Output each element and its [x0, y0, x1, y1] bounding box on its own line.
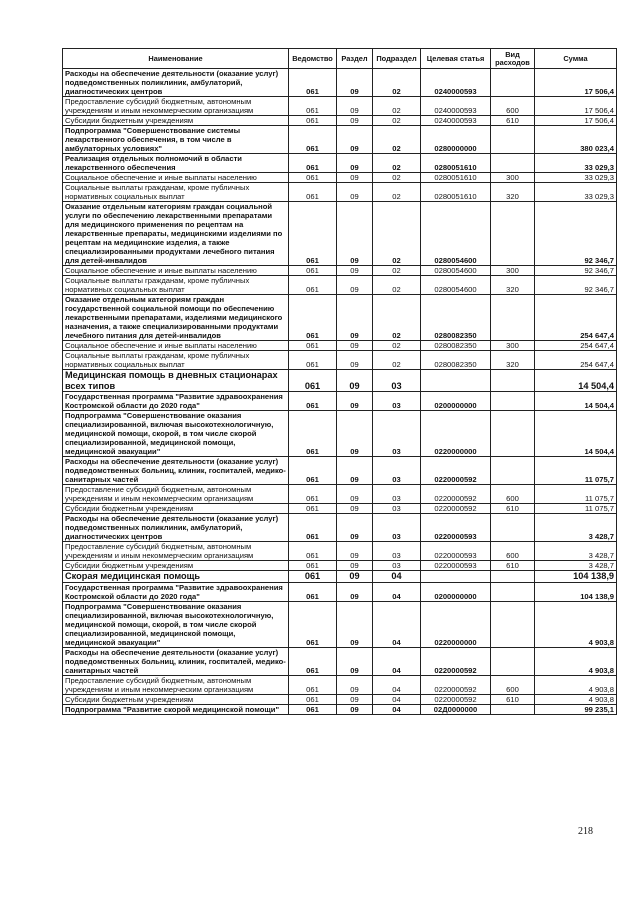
row-summa: 254 647,4 [535, 351, 617, 370]
row-name: Предоставление субсидий бюджетным, автономным учреждениям и иным некоммерческим организациям [63, 675, 289, 694]
row-razdel: 09 [337, 392, 373, 411]
table-row [63, 704, 617, 714]
row-name: Предоставление субсидий бюджетным, автономным учреждениям и иным некоммерческим организациям [63, 97, 289, 116]
row-vedomstvo: 061 [289, 392, 337, 411]
table-row [63, 370, 617, 392]
table-row [63, 504, 617, 514]
row-celevaya-statya: 0280054600 [421, 276, 491, 295]
row-celevaya-statya: 0280051610 [421, 173, 491, 183]
row-summa: 104 138,9 [535, 582, 617, 601]
row-celevaya-statya: 0280054600 [421, 202, 491, 266]
row-vid-rashodov [491, 647, 535, 675]
row-vid-rashodov [491, 457, 535, 485]
row-name: Субсидии бюджетным учреждениям [63, 561, 289, 571]
row-podrazdel: 03 [373, 485, 421, 504]
row-vedomstvo: 061 [289, 370, 337, 392]
row-summa: 104 138,9 [535, 571, 617, 583]
row-summa: 99 235,1 [535, 704, 617, 714]
row-summa: 3 428,7 [535, 514, 617, 542]
row-vedomstvo: 061 [289, 126, 337, 154]
row-vedomstvo: 061 [289, 266, 337, 276]
row-podrazdel: 03 [373, 370, 421, 392]
header-name: Наименование [63, 49, 289, 69]
row-summa: 17 506,4 [535, 69, 617, 97]
row-vedomstvo: 061 [289, 341, 337, 351]
table-row [63, 266, 617, 276]
row-name: Подпрограмма "Совершенствование системы лекарственного обеспечения, в том числе в амбулаторных условиях" [63, 126, 289, 154]
row-razdel: 09 [337, 582, 373, 601]
row-vid-rashodov [491, 392, 535, 411]
table-row [63, 276, 617, 295]
row-vedomstvo: 061 [289, 411, 337, 457]
row-vid-rashodov: 320 [491, 276, 535, 295]
row-name: Субсидии бюджетным учреждениям [63, 694, 289, 704]
row-celevaya-statya: 0280054600 [421, 266, 491, 276]
row-podrazdel: 03 [373, 457, 421, 485]
row-celevaya-statya: 0220000593 [421, 514, 491, 542]
row-vedomstvo: 061 [289, 675, 337, 694]
row-vedomstvo: 061 [289, 154, 337, 173]
row-name: Реализация отдельных полномочий в области лекарственного обеспечения [63, 154, 289, 173]
table-header-row [63, 49, 617, 69]
row-name: Расходы на обеспечение деятельности (оказание услуг) подведомственных поликлиник, амбулаторий, диагностических центров [63, 514, 289, 542]
header-celevaya-statya: Целевая статья [421, 49, 491, 69]
row-celevaya-statya: 0280082350 [421, 351, 491, 370]
row-podrazdel: 02 [373, 69, 421, 97]
row-name: Предоставление субсидий бюджетным, автономным учреждениям и иным некоммерческим организациям [63, 485, 289, 504]
row-name: Расходы на обеспечение деятельности (оказание услуг) подведомственных больниц, клиник, госпиталей, медико-санитарных частей [63, 457, 289, 485]
row-vid-rashodov [491, 202, 535, 266]
row-podrazdel: 03 [373, 392, 421, 411]
row-vedomstvo: 061 [289, 582, 337, 601]
row-name: Государственная программа "Развитие здравоохранения Костромской области до 2020 года" [63, 392, 289, 411]
table-row [63, 154, 617, 173]
row-podrazdel: 03 [373, 561, 421, 571]
row-vedomstvo: 061 [289, 694, 337, 704]
row-vid-rashodov: 320 [491, 183, 535, 202]
row-summa: 11 075,7 [535, 504, 617, 514]
row-vid-rashodov [491, 704, 535, 714]
row-summa: 4 903,8 [535, 694, 617, 704]
row-name: Расходы на обеспечение деятельности (оказание услуг) подведомственных больниц, клиник, госпиталей, медико-санитарных частей [63, 647, 289, 675]
row-vid-rashodov [491, 601, 535, 647]
table-row [63, 694, 617, 704]
row-razdel: 09 [337, 704, 373, 714]
row-razdel: 09 [337, 116, 373, 126]
table-row [63, 485, 617, 504]
row-vid-rashodov [491, 295, 535, 341]
row-vid-rashodov [491, 154, 535, 173]
table-row [63, 202, 617, 266]
row-razdel: 09 [337, 341, 373, 351]
row-vid-rashodov: 320 [491, 351, 535, 370]
row-razdel: 09 [337, 504, 373, 514]
row-vedomstvo: 061 [289, 504, 337, 514]
row-razdel: 09 [337, 542, 373, 561]
table-row [63, 341, 617, 351]
row-celevaya-statya: 02Д0000000 [421, 704, 491, 714]
row-summa: 3 428,7 [535, 561, 617, 571]
table-row [63, 97, 617, 116]
row-vedomstvo: 061 [289, 276, 337, 295]
table-row [63, 411, 617, 457]
row-vedomstvo: 061 [289, 704, 337, 714]
row-podrazdel: 04 [373, 704, 421, 714]
row-celevaya-statya: 0200000000 [421, 392, 491, 411]
row-celevaya-statya: 0280082350 [421, 341, 491, 351]
row-vid-rashodov [491, 69, 535, 97]
row-name: Социальные выплаты гражданам, кроме публичных нормативных социальных выплат [63, 351, 289, 370]
row-summa: 4 903,8 [535, 647, 617, 675]
table-row [63, 601, 617, 647]
row-summa: 92 346,7 [535, 202, 617, 266]
row-podrazdel: 02 [373, 126, 421, 154]
row-summa: 4 903,8 [535, 675, 617, 694]
row-podrazdel: 03 [373, 514, 421, 542]
row-podrazdel: 03 [373, 504, 421, 514]
row-celevaya-statya [421, 571, 491, 583]
row-celevaya-statya: 0220000592 [421, 675, 491, 694]
row-vid-rashodov: 600 [491, 97, 535, 116]
row-name: Подпрограмма "Развитие скорой медицинской помощи" [63, 704, 289, 714]
row-summa: 14 504,4 [535, 392, 617, 411]
row-razdel: 09 [337, 69, 373, 97]
row-podrazdel: 02 [373, 202, 421, 266]
row-celevaya-statya: 0220000593 [421, 561, 491, 571]
header-podrazdel: Подраздел [373, 49, 421, 69]
row-summa: 11 075,7 [535, 457, 617, 485]
row-summa: 33 029,3 [535, 183, 617, 202]
row-name: Социальное обеспечение и иные выплаты населению [63, 173, 289, 183]
row-vedomstvo: 061 [289, 183, 337, 202]
row-podrazdel: 04 [373, 571, 421, 583]
row-podrazdel: 02 [373, 97, 421, 116]
row-summa: 92 346,7 [535, 276, 617, 295]
table-row [63, 561, 617, 571]
row-name: Подпрограмма "Совершенствование оказания специализированной, включая высокотехнологичную, медицинской помощи, скорой, в том числе скорой специализированной, медицинской помощи, медицинской эвакуации" [63, 601, 289, 647]
table-row [63, 542, 617, 561]
row-razdel: 09 [337, 694, 373, 704]
row-vedomstvo: 061 [289, 514, 337, 542]
row-podrazdel: 04 [373, 675, 421, 694]
table-row [63, 571, 617, 583]
row-razdel: 09 [337, 370, 373, 392]
row-summa: 254 647,4 [535, 341, 617, 351]
row-vid-rashodov [491, 571, 535, 583]
row-celevaya-statya: 0280082350 [421, 295, 491, 341]
table-row [63, 69, 617, 97]
table-body [63, 69, 617, 715]
row-vid-rashodov: 300 [491, 341, 535, 351]
row-podrazdel: 04 [373, 647, 421, 675]
row-name: Оказание отдельным категориям граждан государственной социальной помощи по обеспечению лекарственными препаратами, изделиями медицинского назначения, а также специализированными продуктами лечебного питания для детей-инвалидов [63, 295, 289, 341]
row-podrazdel: 04 [373, 582, 421, 601]
header-razdel: Раздел [337, 49, 373, 69]
row-podrazdel: 02 [373, 276, 421, 295]
budget-table [62, 48, 617, 715]
row-vedomstvo: 061 [289, 295, 337, 341]
table-row [63, 675, 617, 694]
header-vedomstvo: Ведомство [289, 49, 337, 69]
table-row [63, 183, 617, 202]
row-podrazdel: 02 [373, 341, 421, 351]
row-celevaya-statya: 0220000000 [421, 411, 491, 457]
row-razdel: 09 [337, 457, 373, 485]
row-vid-rashodov: 610 [491, 694, 535, 704]
row-vedomstvo: 061 [289, 457, 337, 485]
row-name: Субсидии бюджетным учреждениям [63, 504, 289, 514]
row-celevaya-statya: 0220000592 [421, 694, 491, 704]
row-vedomstvo: 061 [289, 351, 337, 370]
row-summa: 380 023,4 [535, 126, 617, 154]
row-vedomstvo: 061 [289, 647, 337, 675]
row-summa: 14 504,4 [535, 411, 617, 457]
row-vid-rashodov: 610 [491, 561, 535, 571]
row-vid-rashodov: 610 [491, 504, 535, 514]
header-summa: Сумма [535, 49, 617, 69]
row-podrazdel: 03 [373, 542, 421, 561]
row-summa: 33 029,3 [535, 154, 617, 173]
row-podrazdel: 02 [373, 266, 421, 276]
row-celevaya-statya: 0220000592 [421, 504, 491, 514]
row-vedomstvo: 061 [289, 485, 337, 504]
row-razdel: 09 [337, 601, 373, 647]
row-celevaya-statya: 0220000592 [421, 457, 491, 485]
table-row [63, 457, 617, 485]
row-celevaya-statya: 0280051610 [421, 154, 491, 173]
row-name: Медицинская помощь в дневных стационарах всех типов [63, 370, 289, 392]
row-vid-rashodov [491, 411, 535, 457]
row-summa: 11 075,7 [535, 485, 617, 504]
row-summa: 17 506,4 [535, 97, 617, 116]
row-vid-rashodov: 600 [491, 542, 535, 561]
table-row [63, 514, 617, 542]
row-vid-rashodov: 600 [491, 485, 535, 504]
row-vedomstvo: 061 [289, 69, 337, 97]
row-summa: 254 647,4 [535, 295, 617, 341]
row-summa: 33 029,3 [535, 173, 617, 183]
row-podrazdel: 02 [373, 351, 421, 370]
row-name: Оказание отдельным категориям граждан социальной услуги по обеспечению лекарственными препаратами для медицинского применения по рецептам на лекарственные препараты, медицинскими изделиями по рецептам на медицинские изделия, а также специализированными продуктами лечебного питания для детей-инвалидов [63, 202, 289, 266]
row-name: Скорая медицинская помощь [63, 571, 289, 583]
row-celevaya-statya: 0220000592 [421, 647, 491, 675]
row-name: Социальное обеспечение и иные выплаты населению [63, 341, 289, 351]
row-razdel: 09 [337, 266, 373, 276]
row-podrazdel: 02 [373, 183, 421, 202]
row-vedomstvo: 061 [289, 173, 337, 183]
row-podrazdel: 04 [373, 694, 421, 704]
table-row [63, 173, 617, 183]
row-razdel: 09 [337, 295, 373, 341]
row-razdel: 09 [337, 202, 373, 266]
row-razdel: 09 [337, 97, 373, 116]
row-podrazdel: 02 [373, 295, 421, 341]
row-vid-rashodov: 300 [491, 173, 535, 183]
row-vedomstvo: 061 [289, 202, 337, 266]
row-podrazdel: 04 [373, 601, 421, 647]
row-celevaya-statya: 0280051610 [421, 183, 491, 202]
row-vid-rashodov: 300 [491, 266, 535, 276]
row-celevaya-statya [421, 370, 491, 392]
row-razdel: 09 [337, 514, 373, 542]
row-celevaya-statya: 0220000592 [421, 485, 491, 504]
row-vid-rashodov: 610 [491, 116, 535, 126]
row-razdel: 09 [337, 561, 373, 571]
row-celevaya-statya: 0220000593 [421, 542, 491, 561]
row-name: Предоставление субсидий бюджетным, автономным учреждениям и иным некоммерческим организациям [63, 542, 289, 561]
row-razdel: 09 [337, 675, 373, 694]
row-podrazdel: 02 [373, 173, 421, 183]
row-razdel: 09 [337, 351, 373, 370]
row-celevaya-statya: 0200000000 [421, 582, 491, 601]
row-celevaya-statya: 0220000000 [421, 601, 491, 647]
row-vid-rashodov [491, 370, 535, 392]
row-razdel: 09 [337, 647, 373, 675]
row-name: Государственная программа "Развитие здравоохранения Костромской области до 2020 года" [63, 582, 289, 601]
row-vedomstvo: 061 [289, 561, 337, 571]
row-razdel: 09 [337, 183, 373, 202]
row-summa: 3 428,7 [535, 542, 617, 561]
row-name: Субсидии бюджетным учреждениям [63, 116, 289, 126]
row-summa: 92 346,7 [535, 266, 617, 276]
row-vid-rashodov [491, 126, 535, 154]
row-vedomstvo: 061 [289, 601, 337, 647]
row-celevaya-statya: 0240000593 [421, 69, 491, 97]
row-vid-rashodov: 600 [491, 675, 535, 694]
row-razdel: 09 [337, 411, 373, 457]
row-razdel: 09 [337, 571, 373, 583]
table-row [63, 647, 617, 675]
row-razdel: 09 [337, 126, 373, 154]
table-row [63, 582, 617, 601]
row-name: Социальное обеспечение и иные выплаты населению [63, 266, 289, 276]
header-vid-rashodov: Вид расходов [491, 49, 535, 69]
row-vid-rashodov [491, 582, 535, 601]
row-podrazdel: 02 [373, 116, 421, 126]
row-name: Подпрограмма "Совершенствование оказания специализированной, включая высокотехнологичную, медицинской помощи, скорой, в том числе скорой специализированной, медицинской помощи, медицинской эвакуации" [63, 411, 289, 457]
row-celevaya-statya: 0240000593 [421, 116, 491, 126]
row-podrazdel: 03 [373, 411, 421, 457]
row-vedomstvo: 061 [289, 571, 337, 583]
row-name: Социальные выплаты гражданам, кроме публичных нормативных социальных выплат [63, 276, 289, 295]
row-summa: 14 504,4 [535, 370, 617, 392]
row-celevaya-statya: 0240000593 [421, 97, 491, 116]
row-vid-rashodov [491, 514, 535, 542]
table-row [63, 392, 617, 411]
row-name: Расходы на обеспечение деятельности (оказание услуг) подведомственных поликлиник, амбулаторий, диагностических центров [63, 69, 289, 97]
table-row [63, 351, 617, 370]
row-razdel: 09 [337, 276, 373, 295]
row-summa: 4 903,8 [535, 601, 617, 647]
table-row [63, 116, 617, 126]
row-razdel: 09 [337, 485, 373, 504]
table-row [63, 295, 617, 341]
row-name: Социальные выплаты гражданам, кроме публичных нормативных социальных выплат [63, 183, 289, 202]
row-vedomstvo: 061 [289, 97, 337, 116]
table-row [63, 126, 617, 154]
page-number: 218 [578, 826, 593, 837]
row-vedomstvo: 061 [289, 116, 337, 126]
row-razdel: 09 [337, 173, 373, 183]
row-podrazdel: 02 [373, 154, 421, 173]
row-summa: 17 506,4 [535, 116, 617, 126]
row-celevaya-statya: 0280000000 [421, 126, 491, 154]
row-razdel: 09 [337, 154, 373, 173]
row-vedomstvo: 061 [289, 542, 337, 561]
